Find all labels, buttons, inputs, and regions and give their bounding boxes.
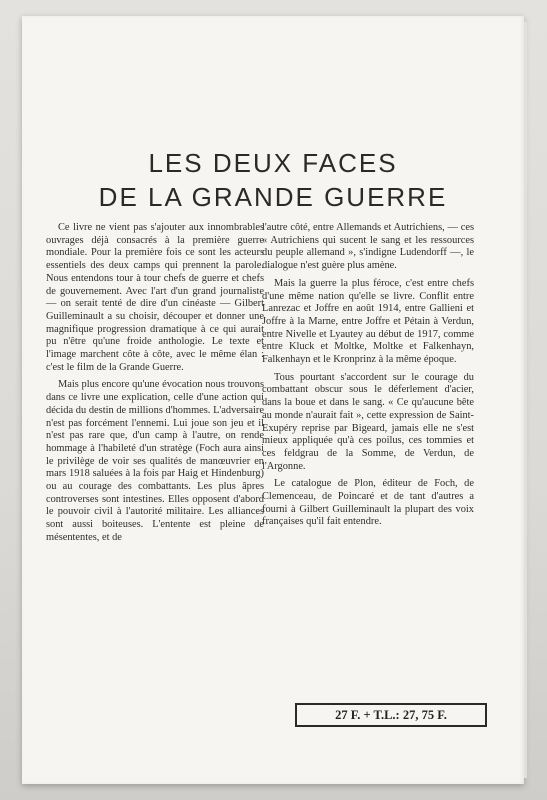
blurb-paragraph: l'autre côté, entre Allemands et Autrichiens, — ces « Autrichiens qui sucent le sang et les ressources du peuple allemand », s'indigne Ludendorff —, le dialogue n'est guère plus amène. — [262, 222, 474, 272]
blurb-paragraph: Mais la guerre la plus féroce, c'est entre chefs d'une même nation qu'elle se livre. Conflit entre Lanrezac et Joffre en août 1914, entre Gallieni et Joffre à la Marne, entre Joffre et Pétain à Verdun, entre Nivelle et Lyautey au début de 1917, comme entre Kluck et Moltke, Moltke et Falkenhayn, Falkenhayn et le Kronprinz à la même époque. — [262, 277, 474, 366]
price-label: 27 F. + T.L.: 27, 75 F. — [295, 703, 487, 727]
title-line-1: LES DEUX FACES — [148, 148, 398, 178]
blurb-paragraph: Ce livre ne vient pas s'ajouter aux innombrables ouvrages déjà consacrés à la première guerre mondiale. Pour la première fois ce sont les acteurs essentiels des deux camps qui prennent la parole. Nous entendons tour à tour chefs de guerre et chefs de gouvernement. Avec l'art d'un grand journaliste — on serait tenté de dire d'un cinéaste — Gilbert Guilleminault a su choisir, découper et donner une magnifique progression dramatique à ce qui aurait pu n'être qu'une froide anthologie. Le texte et l'image marchent côte à côte, avec le même élan : c'est le film de la Grande Guerre. — [46, 222, 264, 373]
blurb-left-column — [46, 222, 264, 545]
blurb-paragraph: Le catalogue de Plon, éditeur de Foch, de Clemenceau, de Poincaré et de tant d'autres a fourni à Gilbert Guilleminault la plupart des voix françaises qu'il fait entendre. — [262, 478, 474, 528]
page-edges — [524, 22, 527, 778]
blurb-right-column — [262, 222, 474, 529]
blurb-paragraph: Tous pourtant s'accordent sur le courage du combattant obscur sous le déferlement d'acier, dans la boue et dans le sang. « Ce qu'aucune bête au monde n'aurait fait », cette expression de Saint-Exupéry reprise par Bigeard, jamais elle ne s'est mieux appliquée qu'à ces poilus, ces tommies et ces feldgrau de la Somme, de Verdun, de l'Argonne. — [262, 371, 474, 472]
blurb-paragraph: Mais plus encore qu'une évocation nous trouvons dans ce livre une explication, celle d'une action qui décida du destin de millions d'hommes. L'adversaire n'est pas forcément l'ennemi. Lui joue son jeu et il n'est pas rare que, d'un camp à l'autre, on rende hommage à l'habileté d'un stratège (Foch aura ainsi le privilège de voir ses qualités de manœuvrier en mars 1918 saluées à la fois par Haig et Hindenburg) ou au courage des combattants. Les plus âpres controverses sont intestines. Elles opposent d'abord le pouvoir civil à l'autorité militaire. Les alliances sont aussi boiteuses. L'entente est pleine de mésententes, et de — [46, 379, 264, 543]
title-line-2: DE LA GRANDE GUERRE — [98, 182, 448, 212]
book-title — [22, 146, 524, 214]
